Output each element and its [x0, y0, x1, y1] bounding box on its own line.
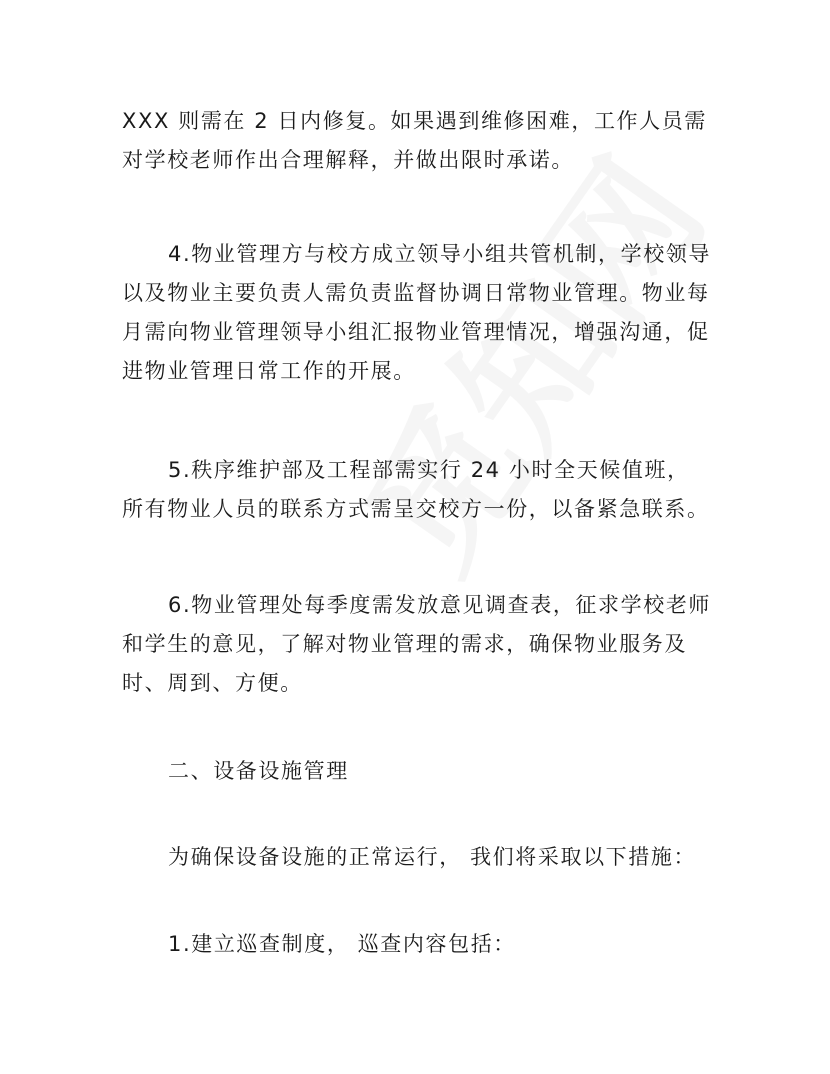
paragraph-item-5: 5.秩序维护部及工程部需实行 24 小时全天候值班，所有物业人员的联系方式需呈交校方一份，以备紧急联系。: [122, 458, 710, 521]
paragraph-measures-intro: 为确保设备设施的正常运行， 我们将采取以下措施：: [168, 845, 697, 869]
paragraph-inspection-item-1: 1.建立巡查制度， 巡查内容包括：: [168, 932, 516, 956]
paragraph-repair-deadline: XXX 则需在 2 日内修复。如果遇到维修困难，工作人员需对学校老师作出合理解释，并做出限时承诺。: [122, 109, 707, 172]
section-heading-equipment: 二、设备设施管理: [168, 759, 349, 783]
paragraph-item-6: 6.物业管理处每季度需发放意见调查表，征求学校老师和学生的意见，了解对物业管理的需求，确保物业服务及时、周到、方便。: [122, 593, 712, 695]
paragraph-item-4: 4.物业管理方与校方成立领导小组共管机制，学校领导以及物业主要负责人需负责监督协调日常物业管理。物业每月需向物业管理领导小组汇报物业管理情况，增强沟通，促进物业管理日常工作的开展。: [122, 242, 712, 383]
